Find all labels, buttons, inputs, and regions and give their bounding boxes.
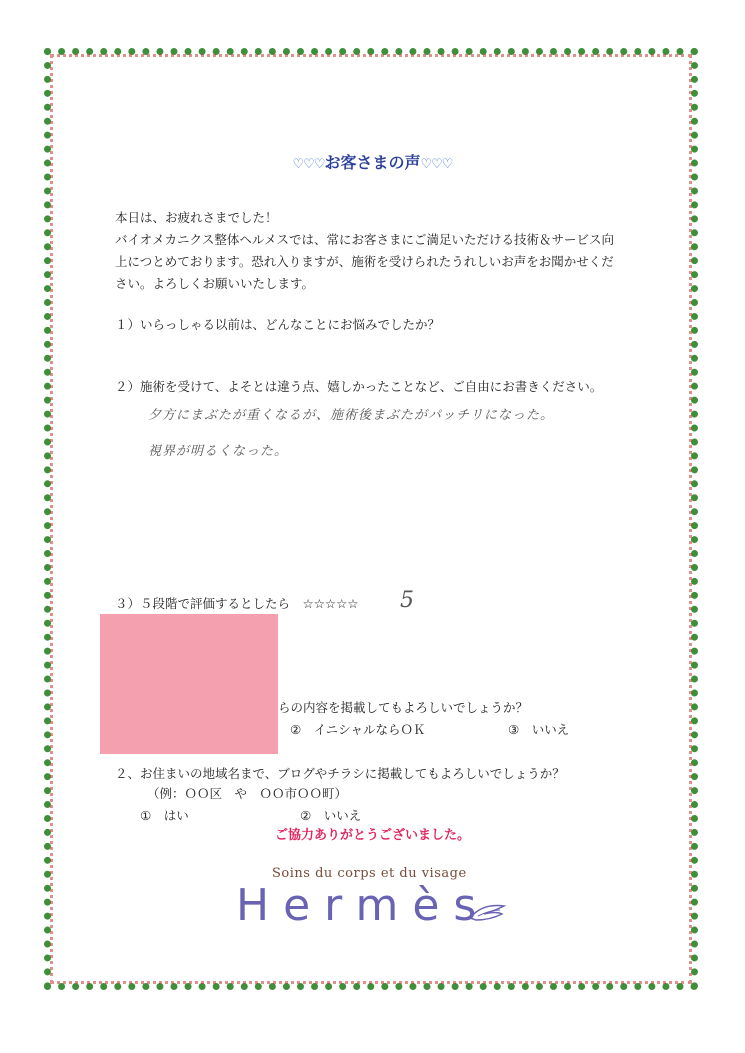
area-question: ２、お住まいの地域名まで、ブログやチラシに掲載してもよろしいでしょうか？ (115, 766, 565, 781)
question-3: ３）５段階で評価するとしたら ☆☆☆☆☆ (115, 596, 359, 611)
wing-icon (468, 900, 508, 926)
question-2: ２）施術を受けて、よそとは違う点、嬉しかったことなど、ご自由にお書きください。 (115, 379, 603, 394)
hermes-logo: Hermès (236, 880, 491, 931)
hearts-right: ♡♡♡ (420, 157, 453, 172)
consent-option-initials: ② イニシャルならＯＫ (290, 722, 426, 737)
area-option-no: ② いいえ (300, 808, 362, 823)
handwritten-answer-2-line-2: 視界が明るくなった。 (148, 444, 289, 459)
logo-tagline: Soins du corps et du visage (272, 866, 467, 881)
intro-line-3: 上につとめております。恐れ入りますが、施術を受けられたうれしいお声をお聞かせくだ (115, 254, 614, 269)
area-example: （例：ＯＯ区 や ＯＯ市ＯＯ町） (147, 786, 348, 801)
decorative-border-berries (50, 54, 692, 984)
intro-line-4: さい。よろしくお願いいたします。 (115, 276, 315, 291)
area-option-yes: ① はい (140, 808, 189, 823)
hearts-left: ♡♡♡ (292, 157, 325, 172)
question-1: １）いらっしゃる以前は、どんなことにお悩みでしたか？ (115, 317, 441, 332)
consent-option-no: ③ いいえ (508, 722, 570, 737)
handwritten-rating: 5 (400, 588, 415, 613)
page-title (0, 150, 745, 173)
redaction-box (100, 614, 278, 754)
handwritten-answer-2-line-1: 夕方にまぶたが重くなるが、施術後まぶたがパッチリになった。 (148, 408, 555, 423)
consent-question: らの内容を掲載してもよろしいでしょうか？ (278, 700, 529, 715)
thanks-message: ご協力ありがとうございました。 (274, 828, 470, 843)
intro-line-2: バイオメカニクス整体ヘルメスでは、常にお客さまにご満足いただける技術＆サービス向 (115, 232, 615, 247)
intro-line-1: 本日は、お疲れさまでした！ (115, 210, 278, 225)
title-text: お客さまの声 (324, 153, 421, 172)
